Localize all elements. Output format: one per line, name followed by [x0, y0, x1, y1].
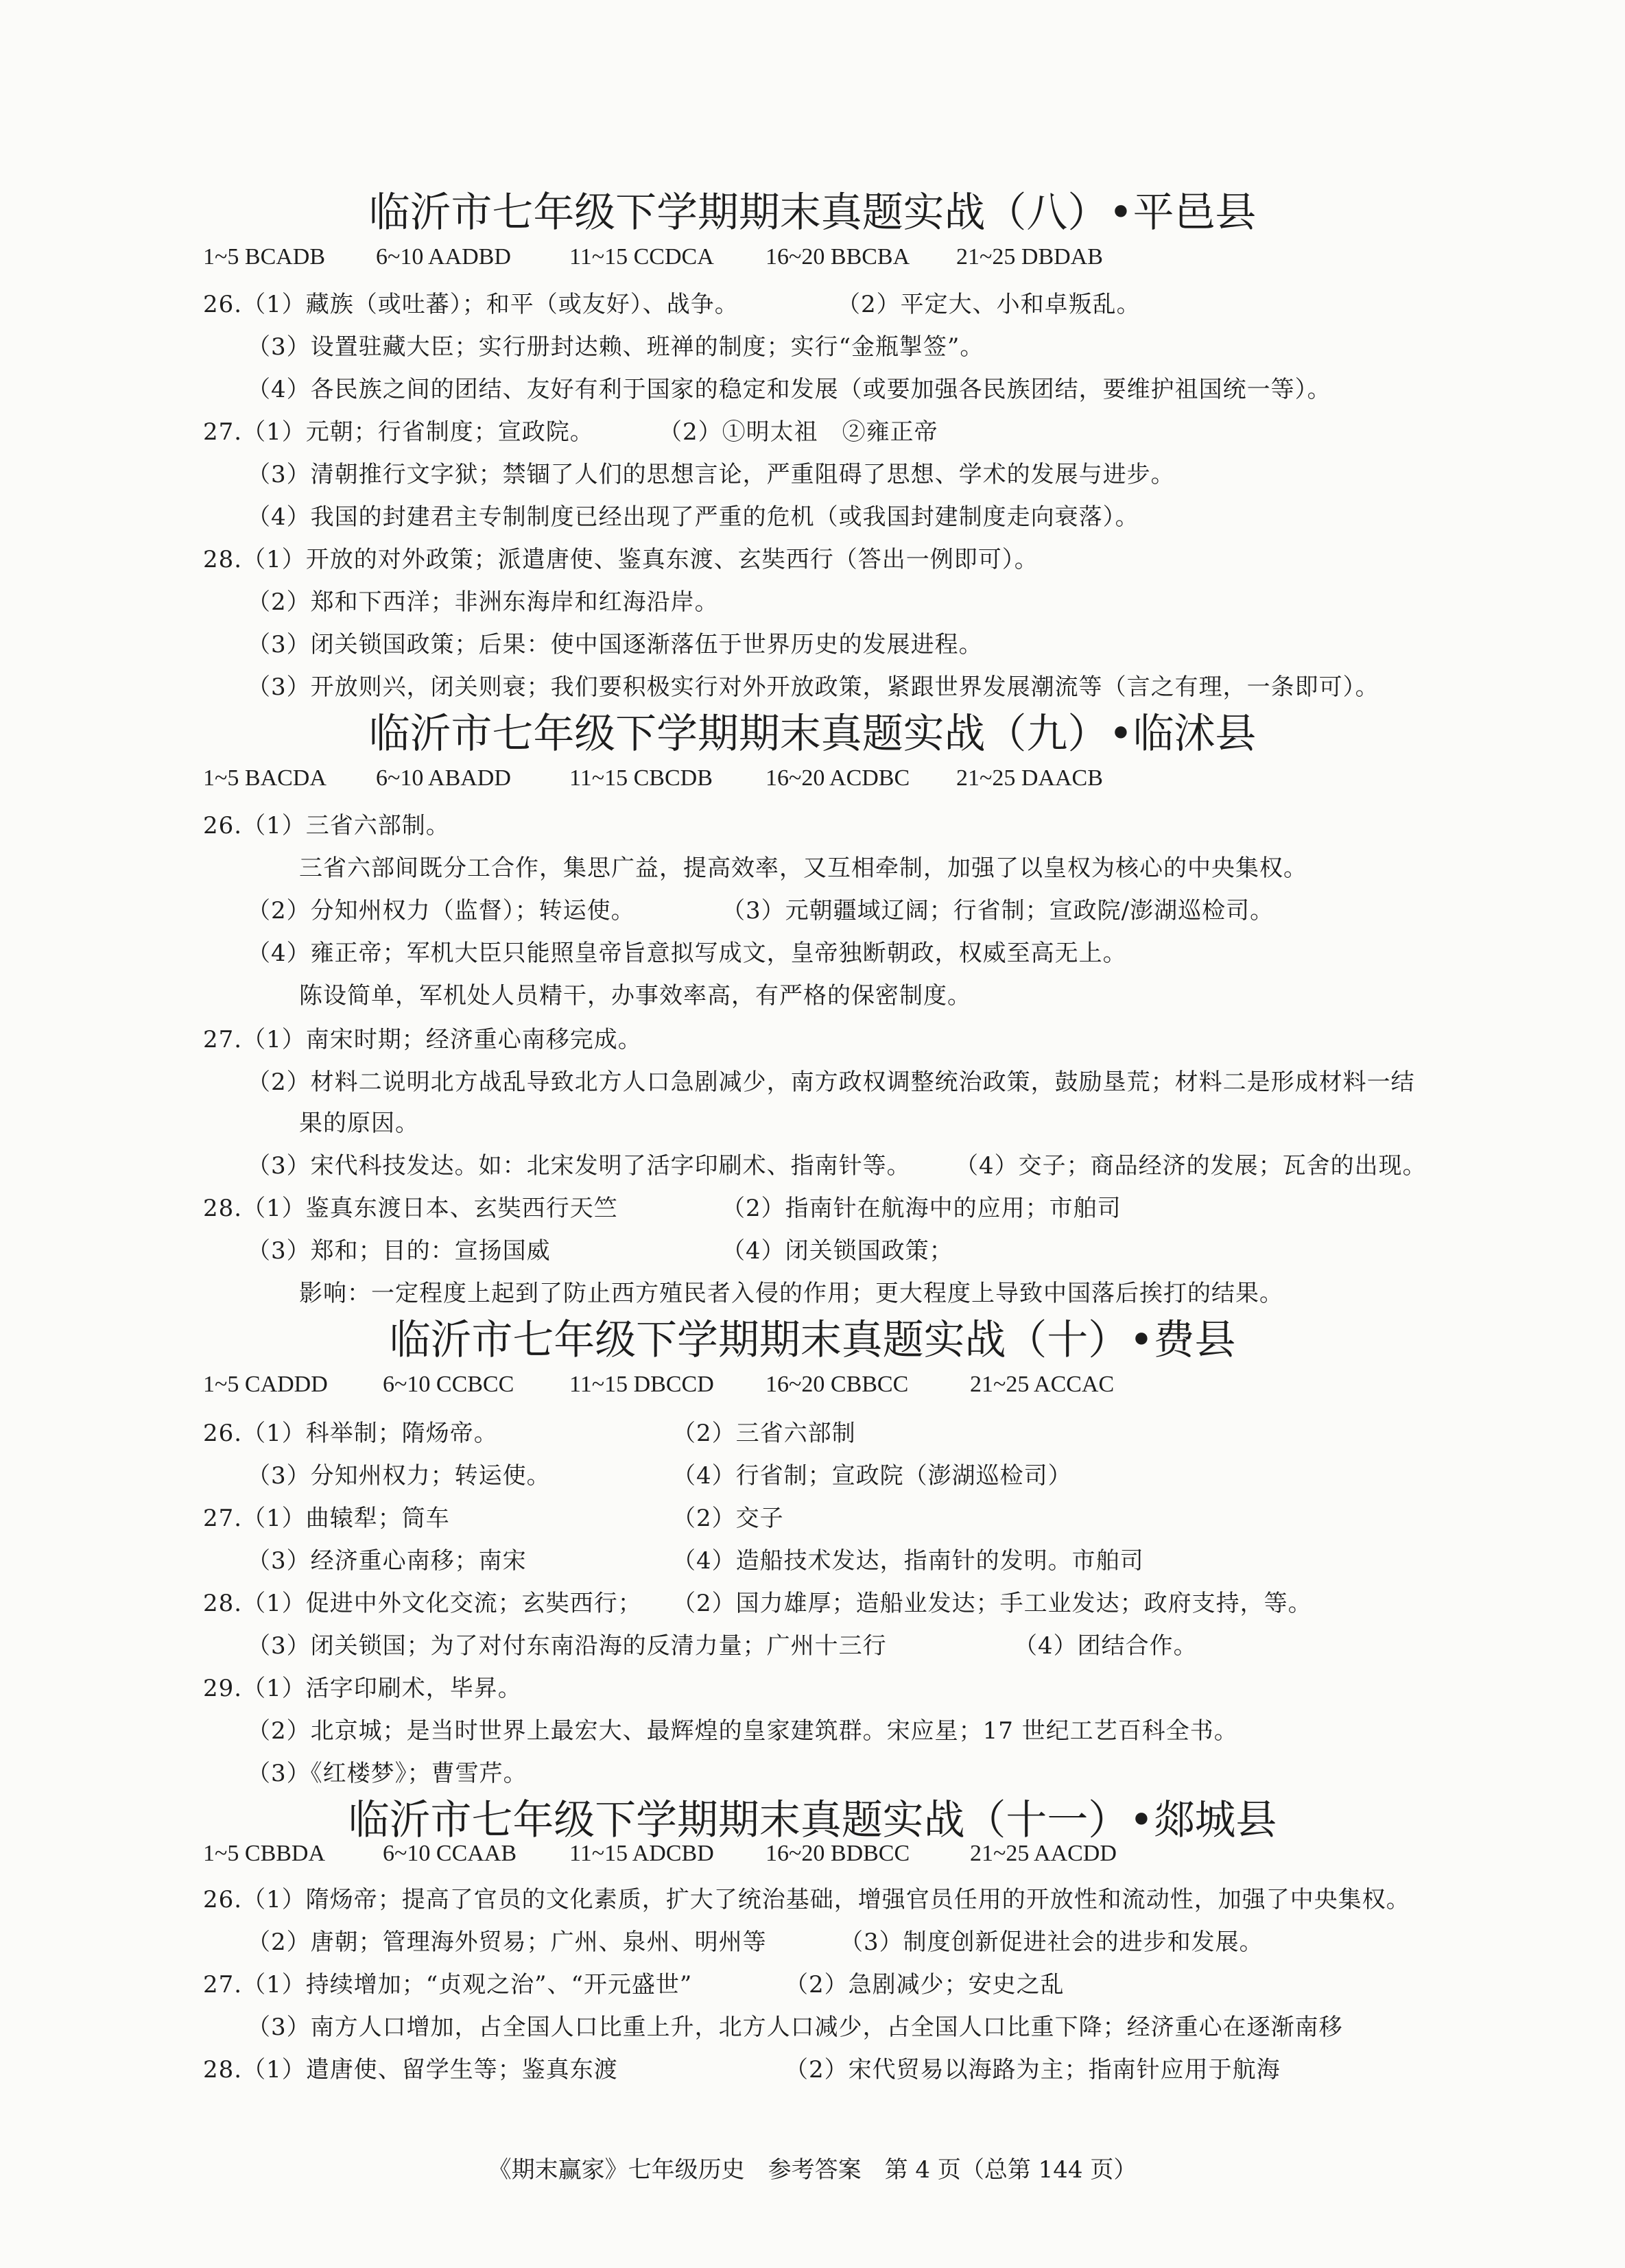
mc-group: 16~20 BDBCC — [766, 1841, 910, 1866]
answer-line: （3）清朝推行文字狱；禁锢了人们的思想言论，严重阻碍了思想、学术的发展与进步。 — [247, 461, 1175, 488]
answer-line: 26.（1）三省六部制。 — [203, 812, 450, 839]
page-footer: 《期末赢家》七年级历史 参考答案 第 4 页（总第 144 页） — [488, 2156, 1137, 2184]
answer-line: （4）我国的封建君主专制制度已经出现了严重的危机（或我国封建制度走向衰落）。 — [247, 503, 1139, 531]
answer-line: （2）①明太祖 ②雍正帝 — [659, 418, 938, 446]
answer-line: （4）造船技术发达，指南针的发明。市舶司 — [672, 1547, 1144, 1575]
answer-line: （2）北京城；是当时世界上最宏大、最辉煌的皇家建筑群。宋应星；17 世纪工艺百科全书。 — [247, 1717, 1238, 1745]
answer-line: 26.（1）科举制；隋炀帝。 — [203, 1420, 498, 1447]
answer-line: 27.（1）曲辕犁；筒车 — [203, 1505, 450, 1532]
answer-line: （2）平定大、小和卓叛乱。 — [837, 291, 1141, 318]
answer-line: 28.（1）遣唐使、留学生等；鉴真东渡 — [203, 2056, 618, 2084]
answer-line: （3）闭关锁国政策；后果：使中国逐渐落伍于世界历史的发展进程。 — [247, 631, 983, 658]
answer-line: （3）元朝疆域辽阔；行省制；宣政院/澎湖巡检司。 — [722, 897, 1274, 924]
section-title: 临沂市七年级下学期期末真题实战（八）•平邑县 — [368, 189, 1257, 237]
mc-group: 11~15 CBCDB — [569, 765, 713, 791]
mc-group: 16~20 CBBCC — [766, 1372, 909, 1397]
answer-line: （4）各民族之间的团结、友好有利于国家的稳定和发展（或要加强各民族团结，要维护祖国统一等）。 — [247, 376, 1331, 403]
answer-line: 影响：一定程度上起到了防止西方殖民者入侵的作用；更大程度上导致中国落后挨打的结果。 — [299, 1280, 1283, 1307]
mc-group: 21~25 DAACB — [956, 765, 1103, 791]
answer-line: （2）国力雄厚；造船业发达；手工业发达；政府支持，等。 — [672, 1590, 1312, 1617]
section-title: 临沂市七年级下学期期末真题实战（十一）•郯城县 — [348, 1796, 1277, 1844]
answer-line: （3）南方人口增加，占全国人口比重上升，北方人口减少，占全国人口比重下降；经济重心在逐渐南移 — [247, 2014, 1343, 2041]
mc-group: 6~10 CCBCC — [383, 1372, 514, 1397]
answer-line: 陈设简单，军机处人员精干，办事效率高，有严格的保密制度。 — [299, 982, 971, 1010]
answer-line: （4）闭关锁国政策； — [722, 1237, 953, 1265]
mc-group: 16~20 BBCBA — [766, 244, 910, 270]
answer-line: （2）急剧减少；安史之乱 — [785, 1971, 1065, 1998]
answer-line: （3）宋代科技发达。如：北宋发明了活字印刷术、指南针等。 — [247, 1152, 911, 1180]
answer-line: （3）闭关锁国；为了对付东南沿海的反清力量；广州十三行 — [247, 1632, 887, 1660]
answer-line: 27.（1）南宋时期；经济重心南移完成。 — [203, 1026, 642, 1053]
answer-line: 26.（1）藏族（或吐蕃）；和平（或友好）、战争。 — [203, 291, 739, 318]
section-title: 临沂市七年级下学期期末真题实战（九）•临沭县 — [368, 710, 1257, 758]
answer-line: （3）制度创新促进社会的进步和发展。 — [840, 1929, 1264, 1956]
answer-line: 29.（1）活字印刷术，毕昇。 — [203, 1675, 522, 1702]
mc-group: 11~15 ADCBD — [569, 1841, 714, 1866]
answer-line: （2）材料二说明北方战乱导致北方人口急剧减少，南方政权调整统治政策，鼓励垦荒；材料二是形成材料一结 — [247, 1069, 1415, 1096]
answer-line: （2）唐朝；管理海外贸易；广州、泉州、明州等 — [247, 1929, 767, 1956]
answer-line: （4）交子；商品经济的发展；瓦舍的出现。 — [955, 1152, 1427, 1180]
answer-line: 27.（1）元朝；行省制度；宣政院。 — [203, 418, 594, 446]
answer-line: 28.（1）开放的对外政策；派遣唐使、鉴真东渡、玄奘西行（答出一例即可）。 — [203, 546, 1039, 573]
answer-line: 果的原因。 — [299, 1110, 419, 1137]
answer-line: （3）《红楼梦》；曹雪芹。 — [247, 1760, 527, 1787]
mc-group: 21~25 AACDD — [970, 1841, 1117, 1866]
answer-line: （2）郑和下西洋；非洲东海岸和红海沿岸。 — [247, 588, 719, 616]
mc-group: 11~15 DBCCD — [569, 1372, 714, 1397]
answer-line: （2）宋代贸易以海路为主；指南针应用于航海 — [785, 2056, 1281, 2084]
mc-group: 21~25 ACCAC — [970, 1372, 1115, 1397]
answer-line: （3）分知州权力；转运使。 — [247, 1462, 551, 1490]
answer-line: （2）交子 — [672, 1505, 784, 1532]
answer-line: （3）经济重心南移；南宋 — [247, 1547, 527, 1575]
answer-line: 28.（1）促进中外文化交流；玄奘西行； — [203, 1590, 642, 1617]
answer-line: （2）指南针在航海中的应用；市舶司 — [722, 1195, 1122, 1222]
answer-line: （3）郑和；目的：宣扬国威 — [247, 1237, 551, 1265]
mc-group: 6~10 AADBD — [376, 244, 511, 270]
mc-group: 1~5 CBBDA — [203, 1841, 326, 1866]
answer-line: 27.（1）持续增加；“贞观之治”、“开元盛世” — [203, 1971, 693, 1998]
mc-group: 16~20 ACDBC — [766, 765, 910, 791]
mc-group: 1~5 BCADB — [203, 244, 326, 270]
mc-group: 11~15 CCDCA — [569, 244, 714, 270]
answer-line: （4）雍正帝；军机大臣只能照皇帝旨意拟写成文，皇帝独断朝政，权威至高无上。 — [247, 940, 1127, 967]
mc-group: 6~10 ABADD — [376, 765, 511, 791]
mc-group: 6~10 CCAAB — [383, 1841, 517, 1866]
mc-group: 1~5 BACDA — [203, 765, 327, 791]
answer-line: 三省六部间既分工合作，集思广益，提高效率，又互相牵制，加强了以皇权为核心的中央集权。 — [299, 855, 1307, 882]
answer-line: （2）三省六部制 — [672, 1420, 856, 1447]
answer-line: 28.（1）鉴真东渡日本、玄奘西行天竺 — [203, 1195, 618, 1222]
answer-line: 26.（1）隋炀帝；提高了官员的文化素质，扩大了统治基础，增强官员任用的开放性和流动性，加强了中央集权。 — [203, 1886, 1410, 1913]
answer-line: （4）团结合作。 — [1014, 1632, 1198, 1660]
mc-group: 21~25 DBDAB — [956, 244, 1103, 270]
answer-line: （4）行省制；宣政院（澎湖巡检司） — [672, 1462, 1072, 1490]
section-title: 临沂市七年级下学期期末真题实战（十）•费县 — [389, 1316, 1236, 1364]
answer-line: （3）设置驻藏大臣；实行册封达赖、班禅的制度；实行“金瓶掣签”。 — [247, 333, 984, 361]
mc-group: 1~5 CADDD — [203, 1372, 328, 1397]
answer-line: （2）分知州权力（监督）；转运使。 — [247, 897, 635, 924]
answer-line: （3）开放则兴，闭关则衰；我们要积极实行对外开放政策，紧跟世界发展潮流等（言之有理，一条即可）。 — [247, 673, 1379, 701]
